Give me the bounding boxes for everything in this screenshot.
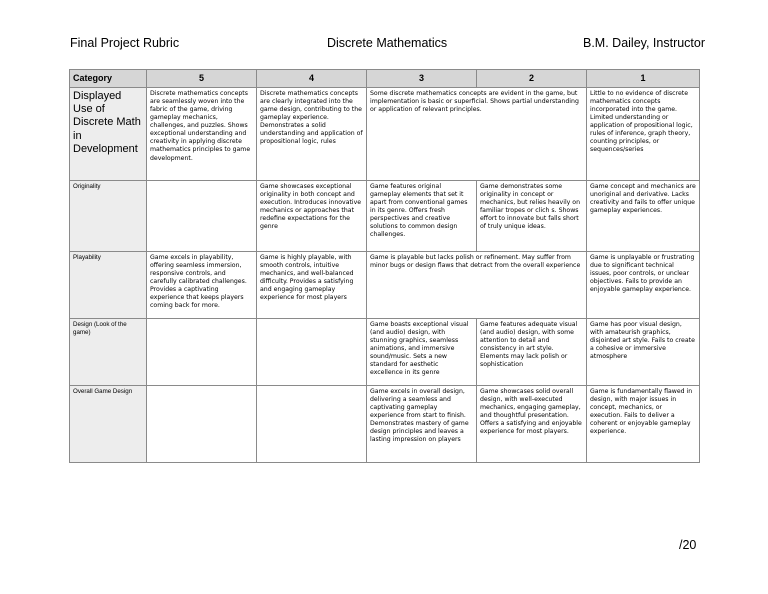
cell-score-1: Game is fundamentally flawed in design, with major issues in concept, mechanics, or execution. Fails to deliver a coherent or enjoyable gameplay experience. — [587, 386, 700, 463]
cell-score-2: Game showcases solid overall design, with well-executed mechanics, engaging gameplay, and thoughtful presentation. Offers a satisfying and enjoyable experience for most players. — [477, 386, 587, 463]
rubric-title: Final Project Rubric — [70, 36, 180, 50]
table-row — [70, 252, 700, 319]
cell-score-4: Game showcases exceptional originality in both concept and execution. Introduces innovative mechanics or approaches that redefine expectations for the genre — [257, 181, 367, 252]
cell-score-4 — [257, 386, 367, 463]
table-row — [70, 386, 700, 463]
row-category: Playability — [70, 252, 147, 319]
cell-score-3-2: Game is playable but lacks polish or refinement. May suffer from minor bugs or design flaws that detract from the overall experience — [367, 252, 587, 319]
total-score-label: /20 — [679, 538, 697, 552]
cell-score-5 — [147, 181, 257, 252]
cell-score-5: Game excels in playability, offering seamless immersion, responsive controls, and carefully calibrated challenges. Provides a captivating experience that keeps players coming back for more. — [147, 252, 257, 319]
cell-score-5 — [147, 386, 257, 463]
cell-score-3: Game features original gameplay elements that set it apart from conventional games in its genre. Offers fresh perspectives and creative solutions to common design challenges. — [367, 181, 477, 252]
course-name: Discrete Mathematics — [327, 36, 448, 50]
cell-score-3-2: Some discrete mathematics concepts are evident in the game, but implementation is basic or superficial. Shows partial understanding or application of relevant principles. — [367, 88, 587, 181]
column-header-4: 4 — [257, 70, 367, 88]
cell-score-2: Game demonstrates some originality in concept or mechanics, but relies heavily on familiar tropes or clich s. Shows effort to innovate but falls short of truly unique ideas. — [477, 181, 587, 252]
column-header-5: 5 — [147, 70, 257, 88]
cell-score-4: Game is highly playable, with smooth controls, intuitive mechanics, and well-balanced difficulty. Provides a satisfying and engaging gameplay experience for most players — [257, 252, 367, 319]
cell-score-5: Discrete mathematics concepts are seamlessly woven into the fabric of the game, driving gameplay mechanics, challenges, and puzzles. Shows exceptional understanding and creativity in applying discrete mathematics principles to game development. — [147, 88, 257, 181]
cell-score-1: Game is unplayable or frustrating due to significant technical issues, poor controls, or unclear objectives. Fails to provide an enjoyable gameplay experience. — [587, 252, 700, 319]
column-header-3: 3 — [367, 70, 477, 88]
table-row — [70, 88, 700, 181]
cell-score-1: Game has poor visual design, with amateurish graphics, disjointed art style. Fails to create a cohesive or immersive atmosphere — [587, 319, 700, 386]
cell-score-4: Discrete mathematics concepts are clearly integrated into the game design, contributing to the gameplay experience. Demonstrates a solid understanding and application of propositional logic, rules — [257, 88, 367, 181]
table-row — [70, 319, 700, 386]
row-category: Displayed Use of Discrete Math in Development — [70, 88, 147, 181]
row-category: Overall Game Design — [70, 386, 147, 463]
table-row — [70, 181, 700, 252]
cell-score-4 — [257, 319, 367, 386]
table-header-row — [70, 70, 700, 88]
cell-score-1: Little to no evidence of discrete mathematics concepts incorporated into the game. Limited understanding or application of propositional logic, rules of inference, graph theory, counting principles, or sequences/series — [587, 88, 700, 181]
cell-score-3: Game boasts exceptional visual (and audio) design, with stunning graphics, seamless animations, and immersive sound/music. Sets a new standard for aesthetic excellence in its genre — [367, 319, 477, 386]
cell-score-2: Game features adequate visual (and audio) design, with some attention to detail and consistency in art style. Elements may lack polish or sophistication — [477, 319, 587, 386]
column-header-1: 1 — [587, 70, 700, 88]
cell-score-1: Game concept and mechanics are unoriginal and derivative. Lacks creativity and fails to offer unique gameplay experiences. — [587, 181, 700, 252]
instructor-name: B.M. Dailey, Instructor — [583, 36, 706, 50]
row-category: Design (Look of the game) — [70, 319, 147, 386]
cell-score-3: Game excels in overall design, delivering a seamless and captivating gameplay experience from start to finish. Demonstrates mastery of game design principles and leaves a lasting impression on players — [367, 386, 477, 463]
row-category: Originality — [70, 181, 147, 252]
rubric-table — [69, 69, 700, 463]
column-header-2: 2 — [477, 70, 587, 88]
column-header-category: Category — [70, 70, 147, 88]
cell-score-5 — [147, 319, 257, 386]
